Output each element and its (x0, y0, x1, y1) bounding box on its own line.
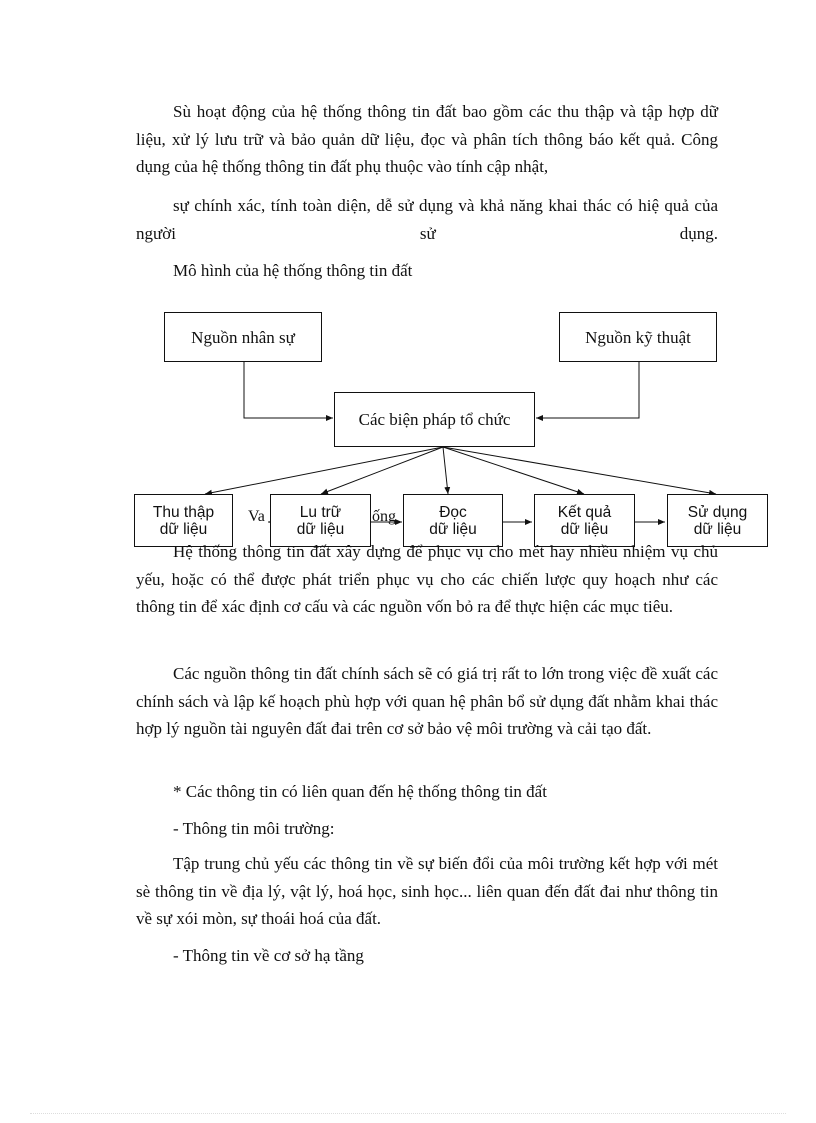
connector-human-to-org (244, 362, 333, 418)
collect-data-box: Thu thập dữ liệu (134, 494, 233, 547)
human-resources-box: Nguồn nhân sự (164, 312, 322, 362)
connector-org-to-collect (205, 447, 443, 494)
connector-org-to-store (321, 447, 443, 494)
connector-org-to-use (443, 447, 716, 494)
paragraph-environment-body: Tập trung chủ yếu các thông tin về sự biến đổi của môi trường kết hợp với mét sè thông tin về địa lý, vật lý, hoá học, sinh học... liên quan đến đất đai như thông tin về sự xói mòn, sự thoái hoá của đất. (136, 854, 718, 928)
paragraph-environment-heading: - Thông tin môi trường: (173, 819, 335, 838)
paragraph-intro: Sù hoạt động của hệ thống thông tin đất bao gồm các thu thập và tập hợp dữ liệu, xử lý lưu trữ và bảo quản dữ liệu, đọc và phân tích thông báo kết quả. Công dụng của hệ thống thông tin đất phụ thuộc vào tính cập nhật, (136, 102, 718, 176)
overlapped-caption-fragment-b: ống (372, 508, 396, 525)
paragraph-accuracy: sự chính xác, tính toàn diện, dễ sử dụng và khả năng khai thác có hiệ quả của người sử dụng. (136, 196, 718, 243)
page-bottom-divider (30, 1113, 786, 1114)
connector-tech-to-org (536, 362, 639, 418)
paragraph-related-info: * Các thông tin có liên quan đến hệ thống thông tin đất (173, 782, 547, 801)
store-data-box: Lu trữ dữ liệu (270, 494, 371, 547)
read-data-box: Đọc dữ liệu (403, 494, 503, 547)
result-data-box: Kết quả dữ liệu (534, 494, 635, 547)
connector-org-to-read (443, 447, 448, 494)
use-data-box: Sử dụng dữ liệu (667, 494, 768, 547)
paragraph-model-heading: Mô hình của hệ thống thông tin đất (173, 261, 413, 280)
paragraph-purpose: Hệ thống thông tin đất xây dựng để phục vụ cho mét hay nhiều nhiệm vụ chủ yếu, hoặc có thể được phát triển phục vụ cho các chiến lược quy hoạch như các thông tin để xác định cơ cấu và các nguồn vốn bỏ ra để thực hiện các mục tiêu. (136, 542, 718, 616)
technical-resources-box: Nguồn kỹ thuật (559, 312, 717, 362)
connector-org-to-result (443, 447, 584, 494)
organization-measures-box: Các biện pháp tổ chức (334, 392, 535, 447)
land-information-system-diagram (0, 290, 816, 560)
paragraph-infrastructure-heading: - Thông tin về cơ sở hạ tầng (173, 946, 364, 965)
paragraph-policy: Các nguồn thông tin đất chính sách sẽ có giá trị rất to lớn trong việc đề xuất các chính sách và lập kế hoạch phù hợp với quan hệ phân bổ sử dụng đất nhằm khai thác hợp lý nguồn tài nguyên đất đai trên cơ sở bảo vệ môi trường và cải tạo đất. (136, 664, 718, 738)
overlapped-caption-fragment-a: Va (248, 508, 265, 525)
